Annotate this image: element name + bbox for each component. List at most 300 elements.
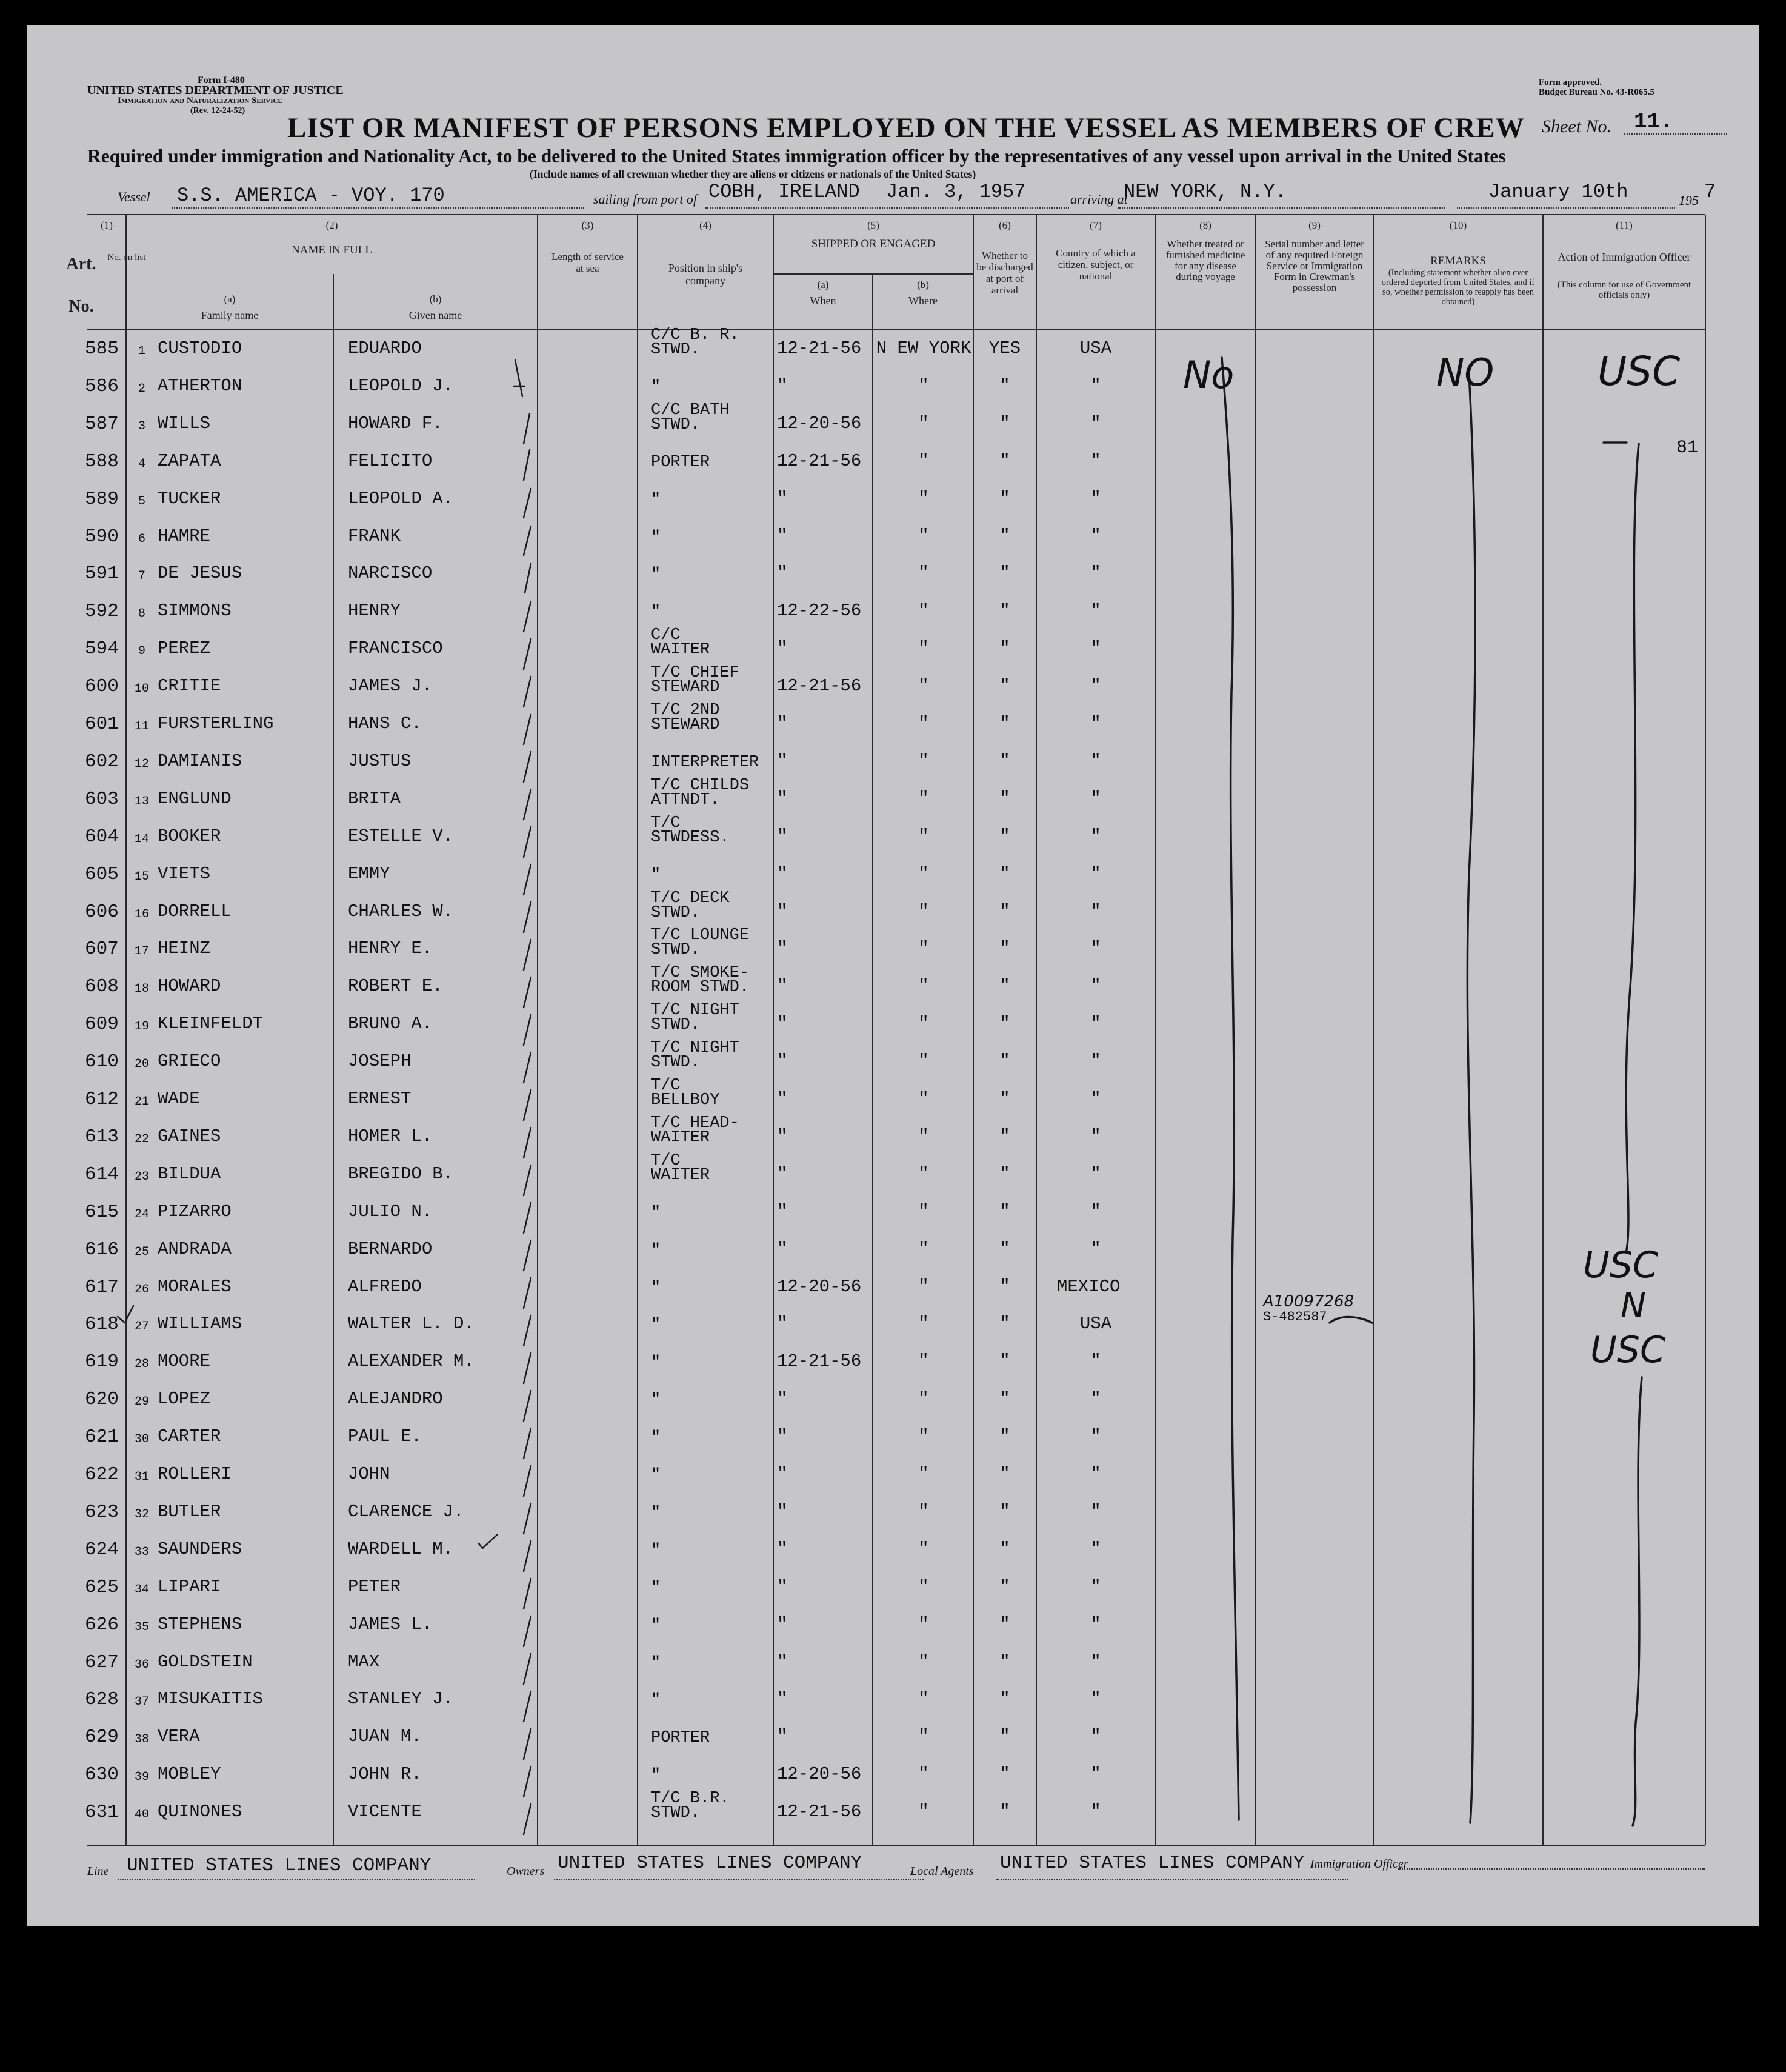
list-number: 34 (134, 1582, 149, 1597)
family-name: DE JESUS (158, 563, 242, 584)
col2b-number: (b) (429, 293, 442, 305)
family-name: DAMIANIS (158, 750, 242, 771)
engaged-where: " (918, 1576, 929, 1597)
position-line2: " (651, 1429, 661, 1448)
engaged-where: " (918, 1651, 929, 1672)
engaged-when: " (777, 1501, 788, 1522)
discharge-flag: " (999, 1726, 1010, 1747)
engaged-when: " (777, 1126, 788, 1146)
engaged-where: " (918, 1089, 929, 1109)
position-line2: STWDESS. (651, 828, 730, 847)
position-line2: " (651, 1466, 661, 1485)
family-name: MISUKAITIS (158, 1689, 264, 1709)
list-number: 31 (134, 1470, 149, 1484)
discharge-flag: " (999, 976, 1010, 997)
medicine-answer: No (1183, 353, 1235, 397)
list-number: 29 (134, 1395, 149, 1409)
list-number: 16 (134, 907, 149, 921)
position-line2: " (651, 1654, 661, 1673)
engaged-where: " (918, 1314, 929, 1334)
list-number: 13 (134, 794, 149, 809)
engaged-when: " (777, 1464, 788, 1484)
art-number: 586 (85, 375, 119, 397)
family-name: ENGLUND (158, 788, 232, 809)
serial-number-line2: S-482587 (1263, 1309, 1327, 1325)
given-name: LEOPOLD J. (348, 375, 454, 396)
footer-officer-label: Immigration Officer (1310, 1857, 1408, 1871)
list-number: 20 (134, 1057, 149, 1072)
family-name: LIPARI (158, 1576, 221, 1597)
engaged-where: " (918, 1351, 929, 1372)
col10-title: REMARKS (1430, 255, 1486, 267)
position-line2: STWD. (651, 341, 701, 359)
position-line2: STEWARD (651, 678, 720, 697)
list-number: 2 (138, 381, 145, 396)
art-number: 624 (85, 1539, 119, 1560)
art-number: 608 (85, 976, 119, 998)
country: " (1090, 1726, 1101, 1747)
country: " (1090, 1014, 1101, 1034)
art-number: 604 (85, 826, 119, 847)
given-name: ALFREDO (348, 1276, 422, 1297)
list-number: 17 (134, 944, 149, 959)
family-name: ATHERTON (158, 375, 242, 396)
given-name: MAX (348, 1651, 380, 1672)
family-name: SAUNDERS (158, 1539, 242, 1559)
vessel-name: S.S. AMERICA - VOY. 170 (177, 184, 445, 207)
position-line1: T/C LOUNGE (651, 926, 750, 945)
given-name: WARDELL M. (348, 1539, 454, 1559)
given-name: BREGIDO B. (348, 1163, 454, 1184)
given-name: LEOPOLD A. (348, 488, 454, 509)
art-number: 605 (85, 863, 119, 885)
given-name: CLARENCE J. (348, 1501, 464, 1522)
list-number: 28 (134, 1357, 149, 1372)
list-number: 19 (134, 1020, 149, 1034)
col5-title: SHIPPED OR ENGAGED (811, 238, 936, 250)
art-number: 614 (85, 1163, 119, 1185)
col5b-number: (b) (917, 279, 929, 290)
engaged-when: " (777, 788, 788, 809)
list-number: 7 (138, 569, 145, 584)
position-line2: " (651, 490, 661, 509)
list-number: 9 (138, 644, 145, 659)
given-name: HOWARD F. (348, 413, 443, 433)
art-number: 609 (85, 1014, 119, 1035)
engaged-where: " (918, 826, 929, 846)
position-line2: STEWARD (651, 716, 720, 734)
arrival-port: NEW YORK, N.Y. (1124, 181, 1287, 203)
serial-number-line1: A10097268 (1263, 1292, 1354, 1311)
country: " (1090, 1764, 1101, 1785)
col2-title: NAME IN FULL (292, 244, 372, 256)
engaged-when: " (777, 1238, 788, 1259)
col6-number: (6) (999, 219, 1011, 231)
col9-number: (9) (1308, 219, 1321, 231)
given-name: CHARLES W. (348, 901, 454, 921)
engaged-when: 12-22-56 (777, 601, 862, 621)
discharge-flag: " (999, 413, 1010, 433)
family-name: GRIECO (158, 1051, 221, 1072)
family-name: WILLIAMS (158, 1314, 242, 1334)
discharge-flag: " (999, 788, 1010, 809)
family-name: WADE (158, 1089, 200, 1109)
list-number: 4 (138, 456, 145, 471)
footer-agents-label: Local Agents (910, 1865, 974, 1878)
engaged-when: " (777, 750, 788, 771)
engaged-where: " (918, 938, 929, 959)
engaged-where: " (918, 714, 929, 734)
family-name: DORRELL (158, 901, 232, 921)
service-name: Immigration and Naturalization Service (118, 96, 282, 105)
col11-title: Action of Immigration Officer (1558, 251, 1691, 263)
country: " (1090, 901, 1101, 921)
given-name: FRANCISCO (348, 638, 443, 659)
art-number: 602 (85, 750, 119, 772)
engaged-when: 12-21-56 (777, 1802, 862, 1822)
position-line2: STWD. (651, 941, 701, 960)
list-number: 8 (138, 607, 145, 621)
engaged-when: " (777, 488, 788, 509)
discharge-flag: " (999, 938, 1010, 959)
position-line2: INTERPRETER (651, 753, 759, 772)
engaged-when: " (777, 1539, 788, 1559)
family-name: WILLS (158, 413, 211, 433)
position-line2: STWD. (651, 903, 701, 922)
engaged-where: " (918, 1426, 929, 1447)
country: " (1090, 1089, 1101, 1109)
given-name: STANLEY J. (348, 1689, 454, 1709)
engaged-when: " (777, 1051, 788, 1072)
engaged-where: " (918, 1689, 929, 1709)
country: " (1090, 1539, 1101, 1559)
footer-agents-underline (996, 1879, 1348, 1880)
position-line2: " (651, 1354, 661, 1372)
family-name: FURSTERLING (158, 714, 274, 734)
handwritten-marks (27, 25, 1759, 1926)
col8-label: Whether treated or furnished medicine for any disease during voyage (1165, 238, 1245, 282)
discharge-flag: " (999, 1051, 1010, 1072)
family-name: PIZARRO (158, 1201, 232, 1221)
engaged-when: 12-21-56 (777, 676, 862, 697)
position-line1: T/C CHIEF (651, 664, 739, 683)
position-line1: T/C 2ND (651, 701, 720, 720)
col5a-number: (a) (817, 279, 829, 290)
engaged-where: " (918, 563, 929, 584)
given-name: JAMES J. (348, 676, 433, 697)
family-name: ZAPATA (158, 450, 221, 471)
country: " (1090, 1802, 1101, 1822)
engaged-where: " (918, 526, 929, 546)
discharge-flag: " (999, 638, 1010, 659)
position-line1: T/C CHILDS (651, 776, 750, 795)
family-name: MOORE (158, 1351, 211, 1372)
engaged-where: " (918, 1539, 929, 1559)
discharge-flag: " (999, 1389, 1010, 1409)
engaged-where: " (918, 1014, 929, 1034)
art-number: 613 (85, 1126, 119, 1148)
art-number: 589 (85, 488, 119, 510)
discharge-flag: " (999, 450, 1010, 471)
country: " (1090, 1126, 1101, 1146)
discharge-flag: " (999, 1464, 1010, 1484)
engaged-where: " (918, 1163, 929, 1184)
engaged-when: 12-21-56 (777, 1351, 862, 1372)
position-line2: " (651, 1241, 661, 1260)
art-number: 627 (85, 1651, 119, 1673)
given-name: ALEJANDRO (348, 1389, 443, 1409)
engaged-when: " (777, 863, 788, 884)
art-number: 590 (85, 526, 119, 547)
country: " (1090, 1163, 1101, 1184)
engaged-where: " (918, 1051, 929, 1072)
family-name: MORALES (158, 1276, 232, 1297)
col1-art: Art. (66, 255, 96, 273)
given-name: JULIO N. (348, 1201, 433, 1221)
position-line2: PORTER (651, 453, 710, 472)
ditto-line-col10 (1467, 374, 1475, 1823)
ditto-line-col11-upper (1626, 444, 1639, 1250)
country: " (1090, 750, 1101, 771)
engaged-where: " (918, 1389, 929, 1409)
position-line2: " (651, 1579, 661, 1597)
engaged-when: " (777, 1726, 788, 1747)
country: " (1090, 826, 1101, 846)
position-line1: T/C SMOKE- (651, 964, 750, 983)
family-name: HOWARD (158, 976, 221, 997)
position-line2: " (651, 603, 661, 622)
family-name: CARTER (158, 1426, 221, 1447)
form-subtitle: Required under immigration and Nationality Act, to be delivered to the United States immigration officer by the representatives of any vessel upon arrival in the United States (87, 145, 1506, 167)
country: MEXICO (1057, 1276, 1121, 1297)
position-line2: WAITER (651, 641, 710, 660)
col4-number: (4) (699, 219, 711, 231)
family-name: CRITIE (158, 676, 221, 697)
discharge-flag: " (999, 863, 1010, 884)
discharge-flag: " (999, 826, 1010, 846)
position-line2: BELLBOY (651, 1091, 720, 1109)
engaged-where: " (918, 1501, 929, 1522)
family-name: KLEINFELDT (158, 1014, 264, 1034)
discharge-flag: " (999, 375, 1010, 396)
country: " (1090, 938, 1101, 959)
year-suffix: 7 (1704, 181, 1716, 203)
year-prefix: 195 (1679, 193, 1699, 208)
position-line2: " (651, 1541, 661, 1560)
list-number: 21 (134, 1095, 149, 1109)
discharge-flag: " (999, 1163, 1010, 1184)
list-number: 11 (134, 720, 149, 734)
list-number: 25 (134, 1245, 149, 1259)
engaged-when: " (777, 1089, 788, 1109)
engaged-where: " (918, 638, 929, 659)
col11-number: (11) (1616, 219, 1633, 231)
engaged-where: " (918, 601, 929, 621)
sailing-label: sailing from port of (593, 192, 697, 207)
discharge-flag: " (999, 1576, 1010, 1597)
engaged-when: " (777, 1614, 788, 1634)
engaged-when: " (777, 1201, 788, 1221)
country: " (1090, 788, 1101, 809)
col11-label: (This column for use of Government officials only) (1557, 280, 1691, 300)
engaged-when: " (777, 563, 788, 584)
position-line2: ATTNDT. (651, 790, 720, 809)
page-title: LIST OR MANIFEST OF PERSONS EMPLOYED ON THE VESSEL AS MEMBERS OF CREW (287, 112, 1525, 144)
position-line2: " (651, 1278, 661, 1297)
position-line1: T/C (651, 814, 681, 832)
list-number: 30 (134, 1432, 149, 1447)
col2a-label: Family name (201, 309, 259, 321)
family-name: ROLLERI (158, 1464, 232, 1484)
given-name: HENRY (348, 601, 401, 621)
discharge-flag: " (999, 1351, 1010, 1372)
art-number: 601 (85, 714, 119, 735)
list-number: 38 (134, 1733, 149, 1747)
list-number: 15 (134, 869, 149, 884)
position-line1: T/C (651, 1151, 681, 1170)
country: " (1090, 1051, 1101, 1072)
art-number: 628 (85, 1689, 119, 1711)
country: " (1090, 1201, 1101, 1221)
footer-owners-value: UNITED STATES LINES COMPANY (558, 1853, 862, 1874)
col6-label: Whether to be discharged at port of arrival (976, 250, 1033, 296)
engaged-where: " (918, 1802, 929, 1822)
engaged-when: " (777, 826, 788, 846)
engaged-where: " (918, 488, 929, 509)
family-name: BILDUA (158, 1163, 221, 1184)
engaged-when: 12-21-56 (777, 450, 862, 471)
position-line2: " (651, 1503, 661, 1522)
engaged-where: " (918, 676, 929, 697)
form-number: Form I-480 (198, 75, 245, 85)
art-number: 594 (85, 638, 119, 660)
art-number: 610 (85, 1051, 119, 1073)
country: " (1090, 413, 1101, 433)
engaged-when: " (777, 375, 788, 396)
given-name: VICENTE (348, 1802, 422, 1822)
discharge-flag: " (999, 1539, 1010, 1559)
country: " (1090, 676, 1101, 697)
position-line2: " (651, 1203, 661, 1222)
engaged-when: " (777, 1651, 788, 1672)
discharge-flag: " (999, 1689, 1010, 1709)
engaged-when: " (777, 638, 788, 659)
country: " (1090, 488, 1101, 509)
engaged-where: " (918, 1764, 929, 1785)
country: " (1090, 375, 1101, 396)
art-number: 600 (85, 676, 119, 698)
family-name: HEINZ (158, 938, 211, 959)
discharge-flag: " (999, 1126, 1010, 1146)
art-number: 615 (85, 1201, 119, 1223)
vessel-label: Vessel (118, 189, 150, 204)
position-line1: T/C (651, 1077, 681, 1095)
discharge-flag: " (999, 1802, 1010, 1822)
family-name: HAMRE (158, 526, 211, 546)
country: " (1090, 1689, 1101, 1709)
check-marks (118, 360, 531, 1834)
engaged-when: " (777, 1576, 788, 1597)
engaged-when: " (777, 714, 788, 734)
arriving-label: arriving at (1070, 192, 1128, 207)
discharge-flag: " (999, 901, 1010, 921)
engaged-when: 12-21-56 (777, 338, 862, 358)
art-number: 612 (85, 1089, 119, 1110)
engaged-where: " (918, 976, 929, 997)
position-line1: T/C NIGHT (651, 1039, 739, 1058)
given-name: NARCISCO (348, 563, 433, 584)
position-line2: WAITER (651, 1128, 710, 1147)
country: " (1090, 526, 1101, 546)
col2a-number: (a) (224, 293, 236, 305)
given-name: EMMY (348, 863, 390, 884)
list-number: 18 (134, 982, 149, 997)
given-name: HENRY E. (348, 938, 433, 959)
given-name: PETER (348, 1576, 401, 1597)
family-name: ANDRADA (158, 1238, 232, 1259)
col1-no: No. (68, 297, 94, 316)
discharge-flag: " (999, 1014, 1010, 1034)
position-line2: STWD. (651, 415, 701, 434)
include-note: (Include names of all crewman whether they are aliens or citizens or nationals of the United States) (530, 168, 976, 180)
given-name: JOSEPH (348, 1051, 412, 1072)
departure-port: COBH, IRELAND (708, 181, 860, 203)
given-name: FRANK (348, 526, 401, 546)
country: " (1090, 1651, 1101, 1672)
art-number: 622 (85, 1464, 119, 1485)
col7-label: Country of which a citizen, subject, or national (1056, 247, 1136, 282)
col9-label: Serial number and letter of any required Foreign Service or Immigration Form in Crewman's possession (1265, 238, 1364, 293)
list-number: 24 (134, 1207, 149, 1221)
list-number: 37 (134, 1695, 149, 1709)
given-name: PAUL E. (348, 1426, 422, 1447)
engaged-when: 12-20-56 (777, 413, 862, 433)
manifest-sheet (27, 25, 1759, 1926)
position-line2: STWD. (651, 1054, 701, 1072)
footer-line-underline (118, 1879, 475, 1880)
sheet-number: 11. (1634, 109, 1673, 134)
art-number: 618 (85, 1314, 119, 1335)
art-number: 592 (85, 601, 119, 623)
col10-label: (Including statement whether alien ever ordered deported from United States, and if so, whether permission to reapply has been obtained) (1381, 268, 1535, 307)
given-name: JOHN (348, 1464, 390, 1484)
footer-line-label: Line (87, 1865, 109, 1878)
country: " (1090, 1614, 1101, 1634)
engaged-where: " (918, 413, 929, 433)
sheet-label: Sheet No. (1542, 116, 1611, 136)
position-line2: WAITER (651, 1166, 710, 1185)
footer-agents-value: UNITED STATES LINES COMPANY (1000, 1853, 1305, 1874)
list-number: 32 (134, 1507, 149, 1522)
position-line2: " (651, 866, 661, 884)
art-number: 621 (85, 1426, 119, 1448)
list-number: 12 (134, 757, 149, 771)
engaged-where: " (918, 788, 929, 809)
col1-number: (1) (101, 219, 113, 231)
list-number: 35 (134, 1620, 149, 1634)
engaged-where: " (918, 1276, 929, 1297)
art-number: 587 (85, 413, 119, 435)
engaged-when: " (777, 526, 788, 546)
country: " (1090, 1389, 1101, 1409)
col2-number: (2) (325, 219, 338, 231)
country: " (1090, 1501, 1101, 1522)
country: " (1090, 714, 1101, 734)
family-name: GAINES (158, 1126, 221, 1146)
engaged-where: " (918, 901, 929, 921)
country: " (1090, 1351, 1101, 1372)
art-number: 623 (85, 1501, 119, 1523)
